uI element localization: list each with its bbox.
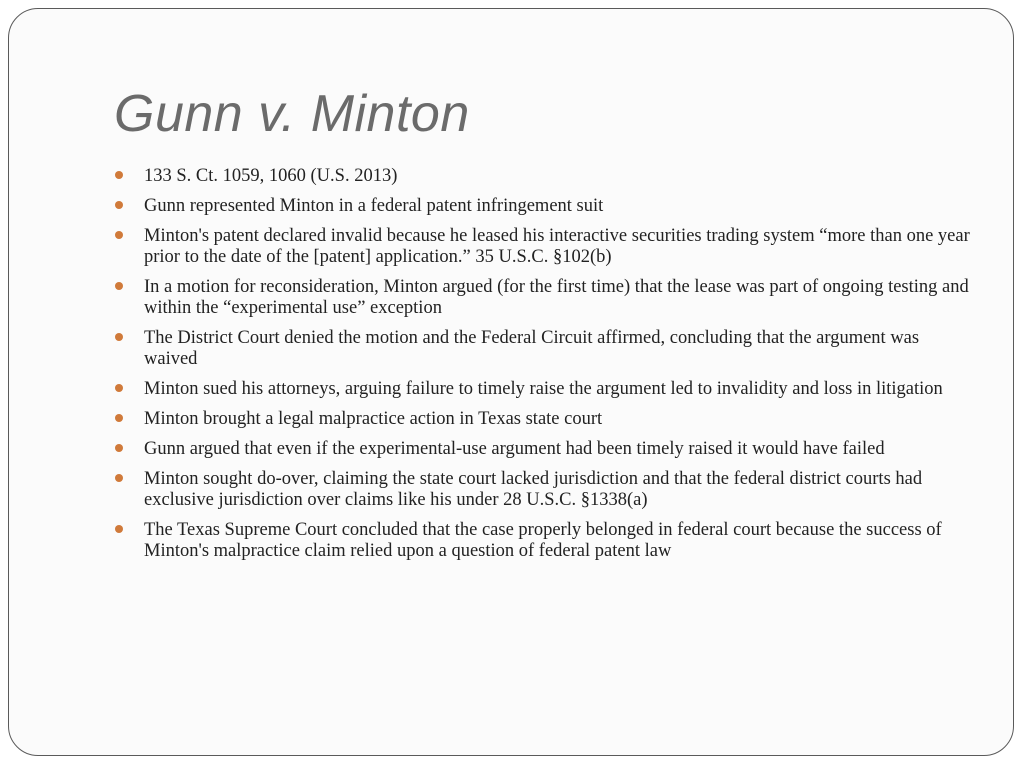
bullet-item bbox=[114, 439, 974, 460]
bullet-dot-icon bbox=[115, 282, 123, 290]
bullet-dot-icon bbox=[115, 171, 123, 179]
bullet-text: Minton's patent declared invalid because he leased his interactive securities trading system “more than one year prior to the date of the [patent] application.” 35 U.S.C. §102(b) bbox=[144, 226, 970, 267]
bullet-dot-icon bbox=[115, 384, 123, 392]
bullet-list bbox=[114, 166, 974, 571]
bullet-dot-icon bbox=[115, 333, 123, 341]
bullet-text: Gunn represented Minton in a federal patent infringement suit bbox=[144, 196, 604, 216]
bullet-text: The Texas Supreme Court concluded that the case properly belonged in federal court because the success of Minton's malpractice claim relied upon a question of federal patent law bbox=[144, 520, 942, 561]
bullet-dot-icon bbox=[115, 444, 123, 452]
bullet-text: Minton sought do-over, claiming the state court lacked jurisdiction and that the federal district courts had exclusive jurisdiction over claims like his under 28 U.S.C. §1338(a) bbox=[144, 469, 923, 510]
bullet-dot-icon bbox=[115, 525, 123, 533]
bullet-item bbox=[114, 379, 974, 400]
bullet-text: 133 S. Ct. 1059, 1060 (U.S. 2013) bbox=[144, 166, 398, 186]
bullet-text: In a motion for reconsideration, Minton argued (for the first time) that the lease was part of ongoing testing and within the “experimental use” exception bbox=[144, 277, 969, 318]
bullet-text: Minton sued his attorneys, arguing failure to timely raise the argument led to invalidity and loss in litigation bbox=[144, 379, 943, 399]
bullet-item bbox=[114, 166, 974, 187]
bullet-text: Minton brought a legal malpractice action in Texas state court bbox=[144, 409, 603, 429]
bullet-item bbox=[114, 226, 974, 268]
bullet-item bbox=[114, 328, 974, 370]
bullet-dot-icon bbox=[115, 201, 123, 209]
bullet-text: The District Court denied the motion and the Federal Circuit affirmed, concluding that the argument was waived bbox=[144, 328, 920, 369]
bullet-item bbox=[114, 196, 974, 217]
slide-title: Gunn v. Minton bbox=[114, 85, 470, 143]
bullet-dot-icon bbox=[115, 414, 123, 422]
bullet-dot-icon bbox=[115, 231, 123, 239]
bullet-dot-icon bbox=[115, 474, 123, 482]
bullet-item bbox=[114, 409, 974, 430]
bullet-item bbox=[114, 469, 974, 511]
bullet-item bbox=[114, 277, 974, 319]
bullet-text: Gunn argued that even if the experimental-use argument had been timely raised it would have failed bbox=[144, 439, 885, 459]
bullet-item bbox=[114, 520, 974, 562]
